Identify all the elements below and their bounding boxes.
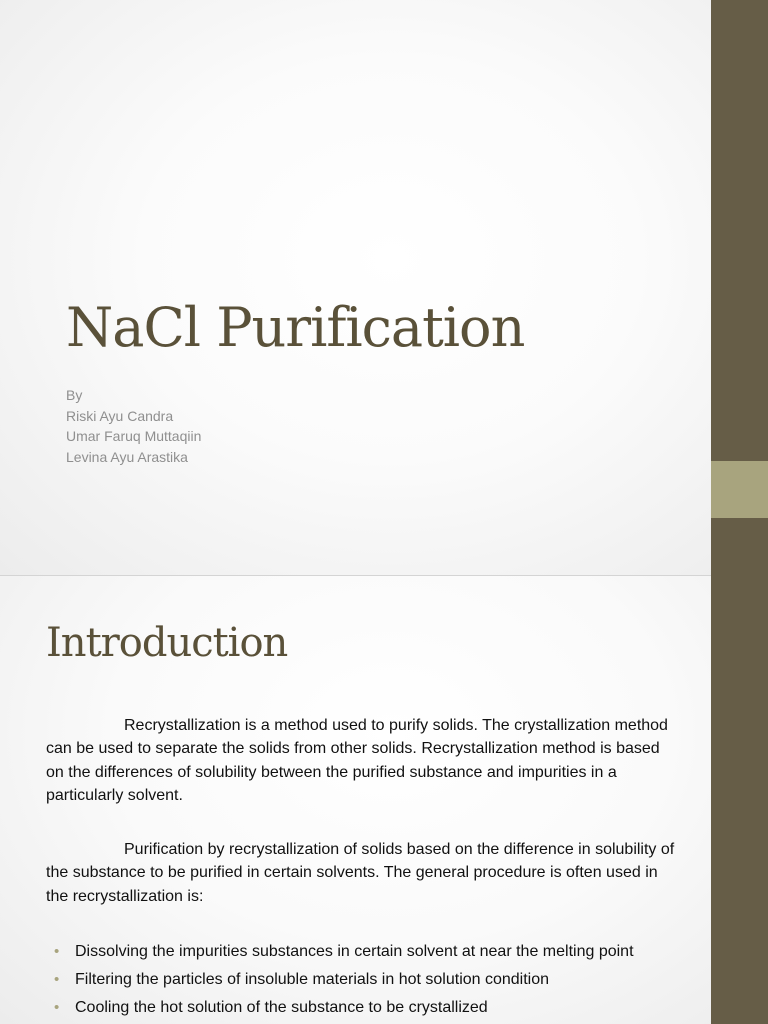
bullet-icon: • xyxy=(54,999,60,1016)
author-line: Riski Ayu Candra xyxy=(66,407,174,424)
author-line: By xyxy=(66,387,83,403)
list-item-text: Dissolving the impurities substances in certain solvent at near the melting point xyxy=(75,943,634,960)
paragraph: Recrystallization is a method used to purify solids. The crystallization method can be used to separate the solids from other solids. Recrystallization method is based on the differences of solubility between the purified substance and impurities in a particularly solvent. xyxy=(46,717,668,804)
author-list xyxy=(66,385,201,467)
procedure-list xyxy=(46,940,676,1024)
author-line: Levina Ayu Arastika xyxy=(66,448,188,465)
bullet-icon: • xyxy=(54,971,60,988)
sidebar-accent-block xyxy=(711,461,768,518)
list-item-text: Filtering the particles of insoluble materials in hot solution condition xyxy=(75,971,550,988)
list-item xyxy=(46,940,676,963)
author-line: Umar Faruq Muttaqiin xyxy=(66,428,202,444)
slide-heading: Introduction xyxy=(46,620,288,666)
bullet-icon: • xyxy=(54,943,60,960)
slide-title: NaCl Purification xyxy=(66,296,525,359)
list-item-text: Cooling the hot solution of the substance to be crystallized xyxy=(75,999,488,1016)
paragraph: Purification by recrystallization of solids based on the difference in solubility of the substance to be purified in certain solvents. The general procedure is often used in the recrystallization is: xyxy=(46,841,675,905)
introduction-slide xyxy=(0,576,711,1024)
list-item xyxy=(46,996,676,1019)
list-item xyxy=(46,968,676,991)
